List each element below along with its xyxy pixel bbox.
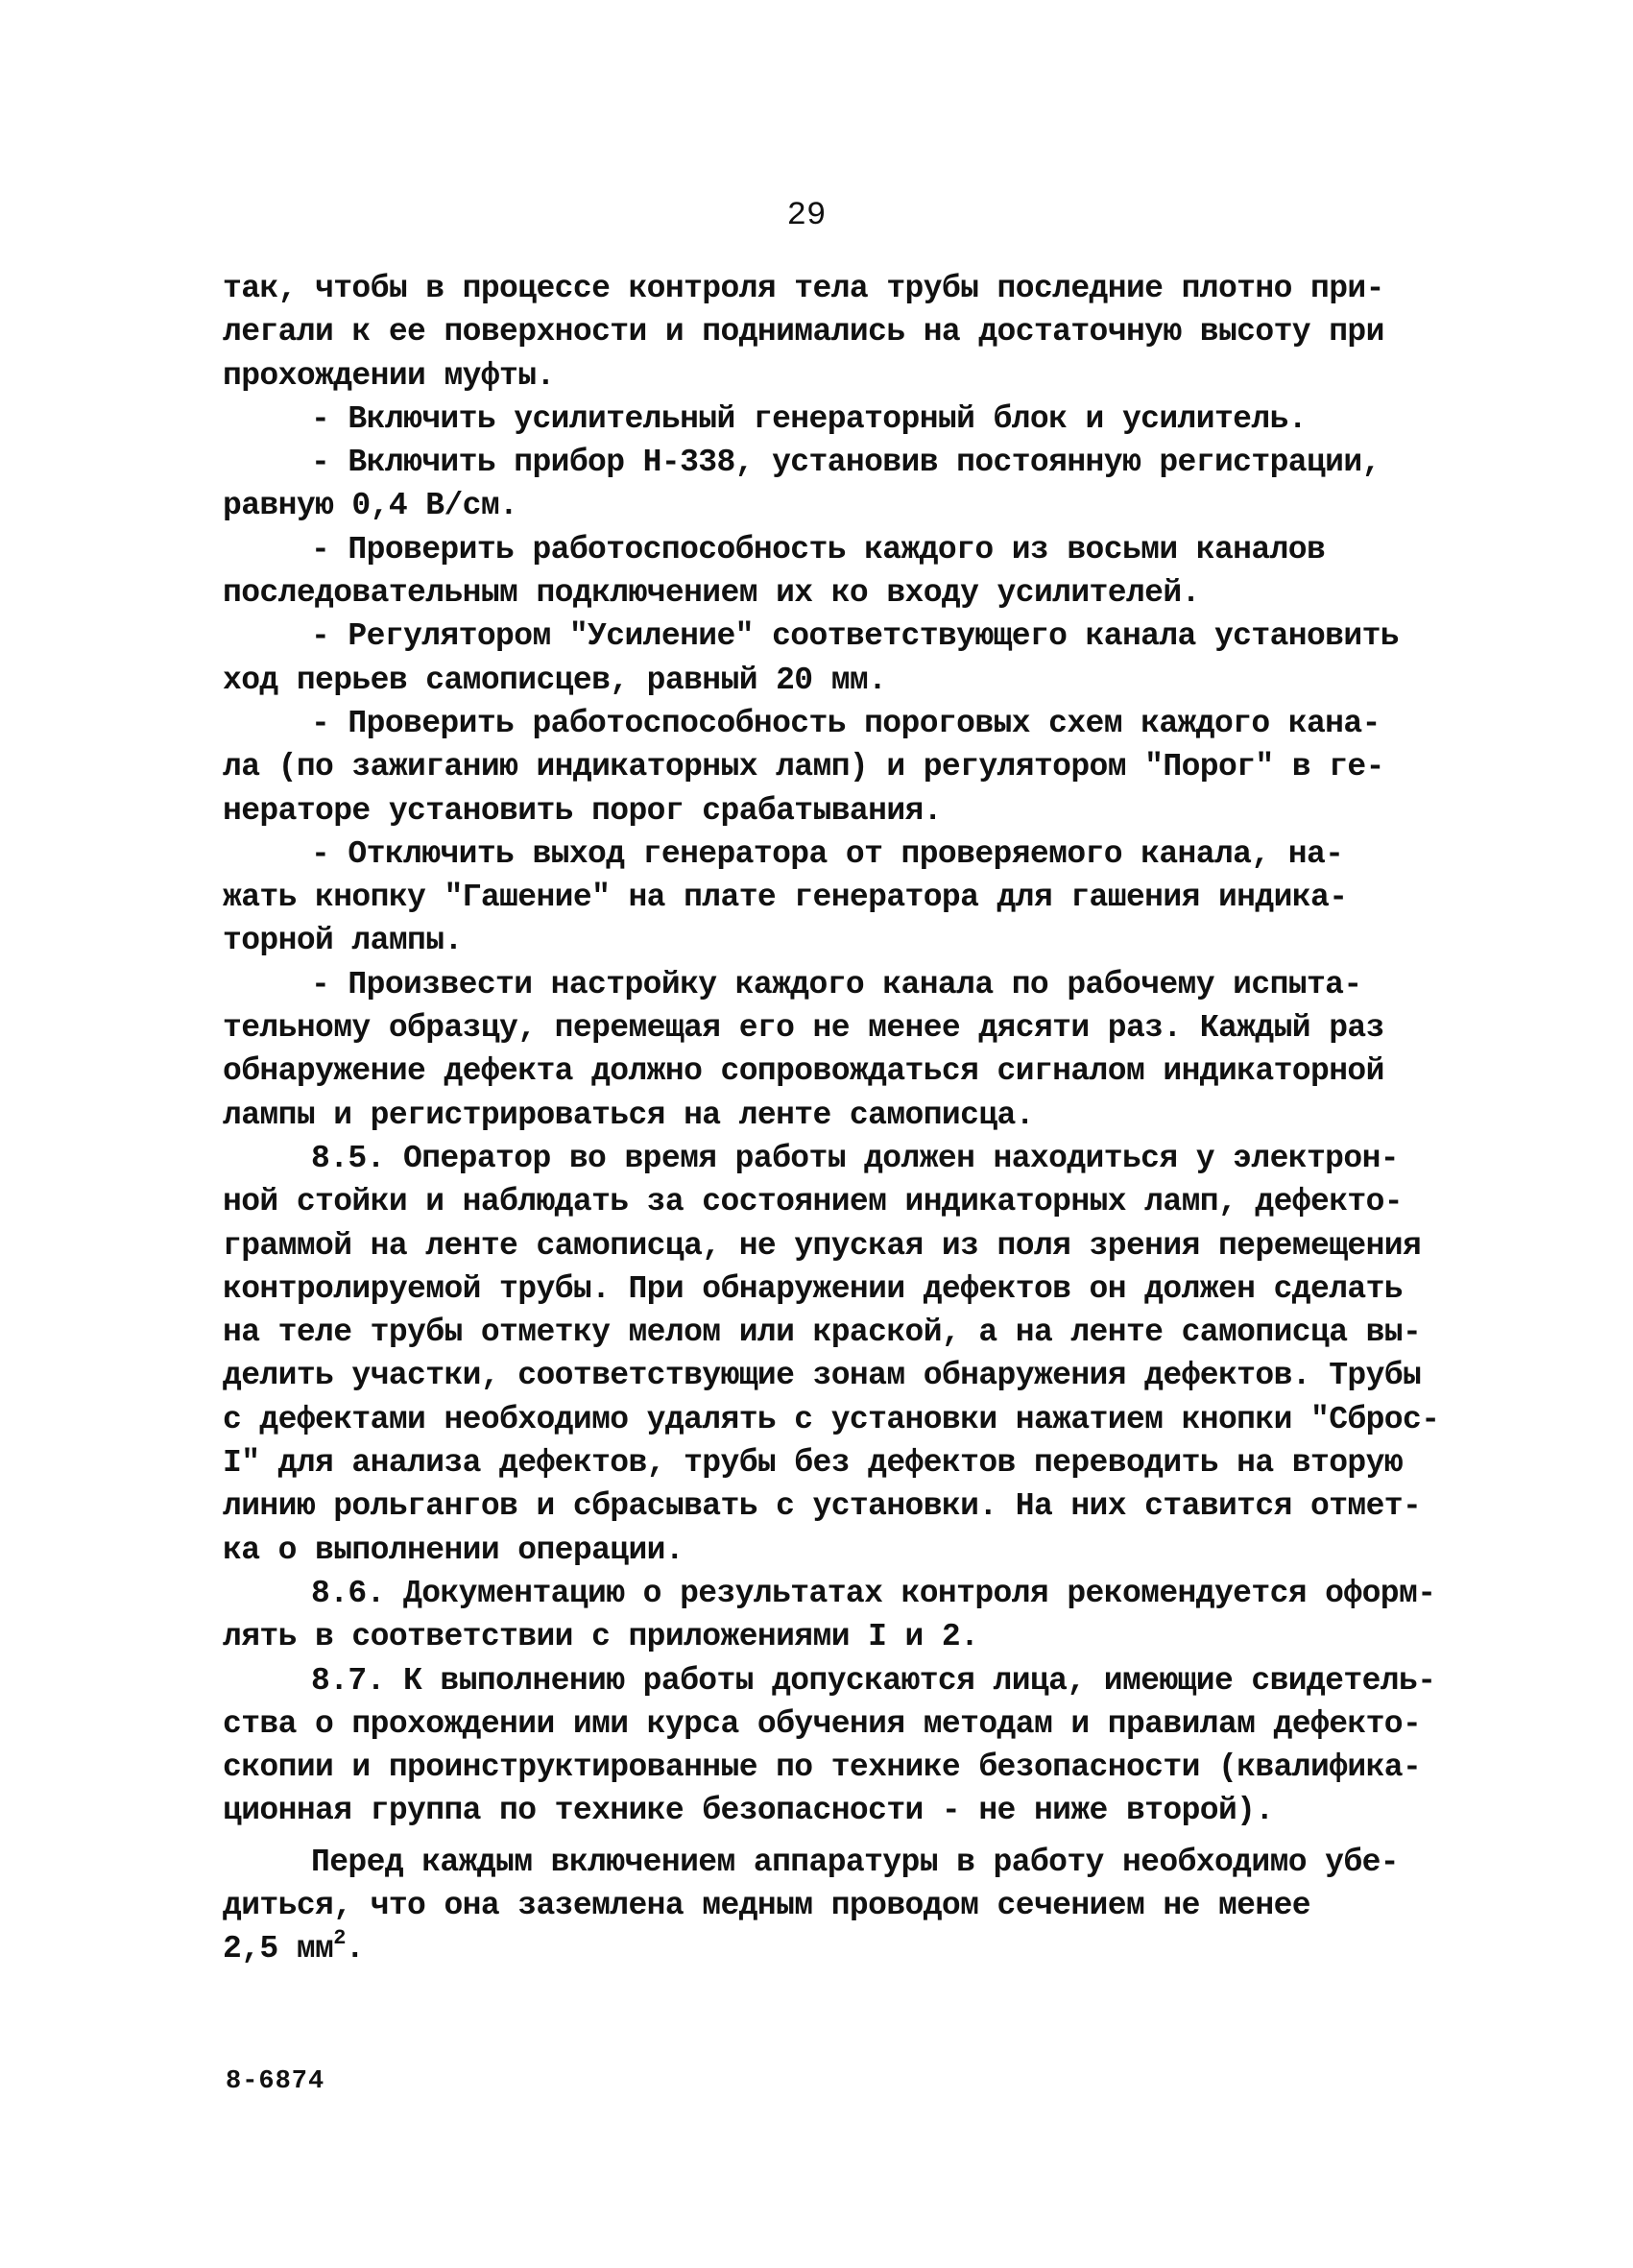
text-line: тельному образцу, перемещая его не менее дясяти раз. Каждый раз (223, 1010, 1384, 1047)
body-text (223, 267, 1440, 1971)
text-line: ход перьев самописцев, равный 20 мм. (223, 662, 887, 698)
superscript-square: 2 (333, 1926, 346, 1951)
text-line: так, чтобы в процессе контроля тела трубы последние плотно при- (223, 271, 1384, 306)
page-number: 29 (786, 198, 827, 234)
text-line-final (223, 1927, 1413, 1970)
text-line: - Регулятором "Усиление" соответствующего канала установить (311, 618, 1399, 655)
text-line: - Отключить выход генератора от проверяемого канала, на- (311, 835, 1344, 872)
area-value: 2,5 мм (223, 1931, 334, 1967)
text-line: делить участки, соответствующие зонам обнаружения дефектов. Трубы (223, 1358, 1422, 1394)
text-line: легали к ее поверхности и поднимались на достаточную высоту при (223, 314, 1384, 350)
document-code: 8-6874 (226, 2067, 325, 2096)
text-line: I" для анализа дефектов, трубы без дефектов переводить на вторую (223, 1445, 1404, 1482)
text-line: с дефектами необходимо удалять с установки нажатием кнопки "Сброс- (223, 1401, 1440, 1437)
final-period: . (345, 1931, 365, 1967)
text-line: - Произвести настройку каждого канала по рабочему испыта- (311, 966, 1362, 1002)
text-line: нераторе установить порог срабатывания. (223, 792, 942, 829)
text-line: жать кнопку "Гашение" на плате генератора для гашения индика- (223, 880, 1348, 916)
text-line: диться, что она заземлена медным проводом сечением не менее (223, 1887, 1310, 1923)
text-line: линию рольгангов и сбрасывать с установки. На них ставится отмет- (223, 1488, 1422, 1525)
text-line: ка о выполнении операции. (223, 1532, 684, 1568)
text-line: на теле трубы отметку мелом или краской, а на ленте самописца вы- (223, 1315, 1422, 1351)
text-line: последовательным подключением их ко входу усилителей. (223, 575, 1200, 612)
text-line: Перед каждым включением аппаратуры в работу необходимо убе- (311, 1844, 1399, 1880)
text-line: - Включить усилительный генераторный блок и усилитель. (311, 400, 1307, 437)
text-line: контролируемой трубы. При обнаружении дефектов он должен сделать (223, 1270, 1404, 1307)
text-line: - Включить прибор Н-338, установив постоянную регистрации, (311, 445, 1381, 481)
text-line: граммой на ленте самописца, не упуская из поля зрения перемещения (223, 1227, 1422, 1264)
text-line: ной стойки и наблюдать за состоянием индикаторных ламп, дефекто- (223, 1184, 1404, 1220)
text-line: 8.5. Оператор во время работы должен находиться у электрон- (311, 1140, 1399, 1176)
text-line: лять в соответствии с приложениями I и 2. (223, 1619, 979, 1655)
text-line: - Проверить работоспособность каждого из восьми каналов (311, 531, 1326, 567)
text-line: лампы и регистрироваться на ленте самописца. (223, 1097, 1034, 1133)
text-line: ства о прохождении ими курса обучения методам и правилам дефекто- (223, 1705, 1422, 1742)
text-line: торной лампы. (223, 923, 463, 959)
text-line: обнаружение дефекта должно сопровождаться сигналом индикаторной (223, 1053, 1384, 1090)
text-line: ционная группа по технике безопасности - не ниже второй). (223, 1793, 1274, 1829)
text-line: - Проверить работоспособность пороговых схем каждого кана- (311, 705, 1381, 741)
text-line: 8.6. Документацию о результатах контроля рекомендуется оформ- (311, 1575, 1436, 1611)
text-line: равную 0,4 В/см. (223, 488, 518, 524)
text-line: ла (по зажиганию индикаторных ламп) и регулятором "Порог" в ге- (223, 749, 1384, 785)
text-line: 8.7. К выполнению работы допускаются лица, имеющие свидетель- (311, 1662, 1436, 1699)
text-line: прохождении муфты. (223, 357, 555, 394)
text-line: скопии и проинструктированные по технике безопасности (квалифика- (223, 1749, 1422, 1786)
